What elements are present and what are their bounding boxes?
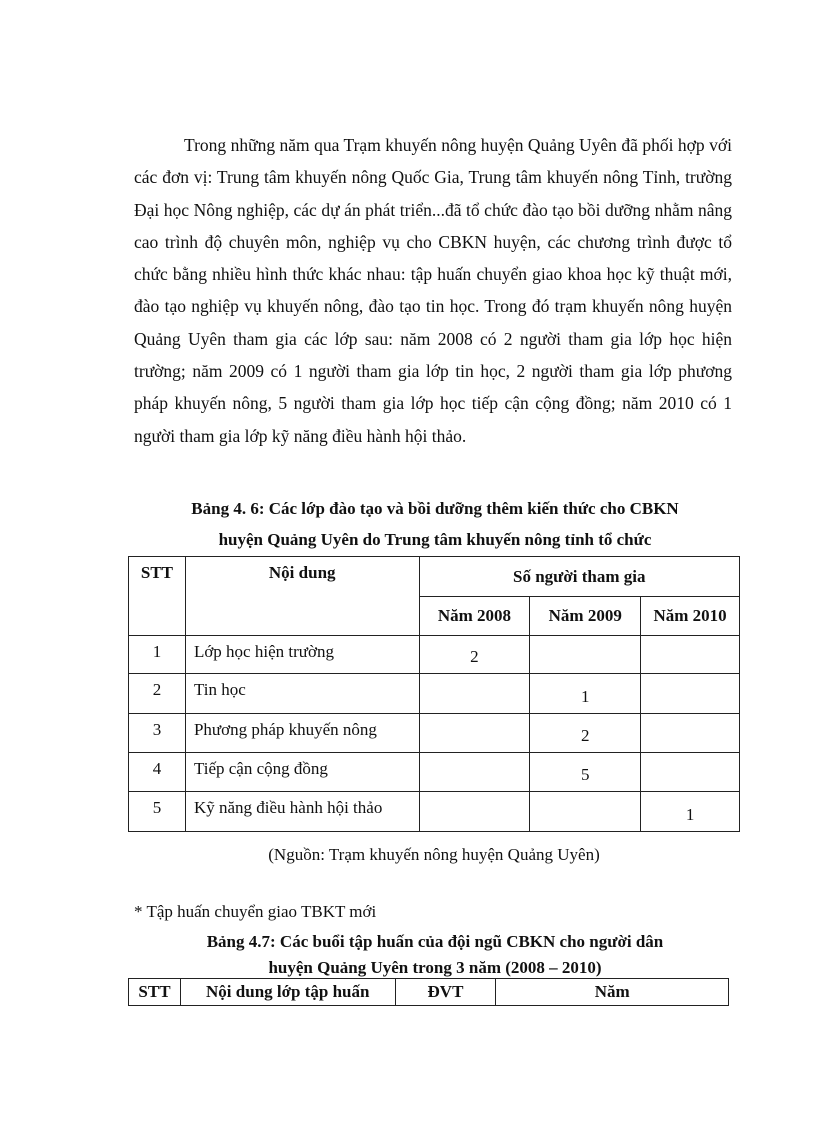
row-value-2010 [641,674,740,714]
table-row [129,674,740,714]
table-row [129,792,740,832]
header-year-2008: Năm 2008 [419,597,530,636]
table-row [129,714,740,753]
row-stt: 5 [129,792,186,832]
row-value-2008: 2 [419,636,530,674]
row-value-2009 [530,792,641,832]
row-value-2008 [419,714,530,753]
header-year: Năm [496,979,729,1006]
header-training-content: Nội dung lớp tập huấn [180,979,395,1006]
row-value-2009 [530,636,641,674]
table47-caption-line1: Bảng 4.7: Các buổi tập huấn của đội ngũ CBKN cho người dân [206,932,664,951]
row-value-2009: 1 [530,674,641,714]
row-content: Tiếp cận cộng đồng [185,753,419,792]
header-unit: ĐVT [395,979,496,1006]
row-content: Phương pháp khuyến nông [185,714,419,753]
table47-caption-line2: huyện Quảng Uyên trong 3 năm (2008 – 2010) [268,958,602,977]
row-stt: 1 [129,636,186,674]
row-content: Kỹ năng điều hành hội thảo [185,792,419,832]
row-content: Lớp học hiện trường [185,636,419,674]
section-heading: * Tập huấn chuyển giao TBKT mới [134,902,377,921]
table-row [129,636,740,674]
table46-source: (Nguồn: Trạm khuyến nông huyện Quảng Uyên) [268,845,600,864]
row-stt: 2 [129,674,186,714]
row-stt: 3 [129,714,186,753]
row-value-2010: 1 [641,792,740,832]
table-row [129,753,740,792]
row-value-2008 [419,792,530,832]
table46-caption-line1: Bảng 4. 6: Các lớp đào tạo và bồi dưỡng thêm kiến thức cho CBKN [191,499,679,518]
row-stt: 4 [129,753,186,792]
header-stt: STT [129,557,186,636]
table-4-7 [128,978,729,1006]
row-value-2009: 2 [530,714,641,753]
row-content: Tin học [185,674,419,714]
row-value-2010 [641,714,740,753]
row-value-2008 [419,674,530,714]
header-year-2009: Năm 2009 [530,597,641,636]
table46-caption-line2: huyện Quảng Uyên do Trung tâm khuyến nông tỉnh tổ chức [218,530,652,549]
table-4-6 [128,556,740,832]
header-stt: STT [129,979,181,1006]
row-value-2010 [641,753,740,792]
row-value-2008 [419,753,530,792]
row-value-2010 [641,636,740,674]
header-participants: Số người tham gia [419,557,739,597]
intro-paragraph: Trong những năm qua Trạm khuyến nông huyện Quảng Uyên đã phối hợp với các đơn vị: Trung tâm khuyến nông Quốc Gia, Trung tâm khuyến nông Tỉnh, trường Đại học Nông nghiệp, các dự án phát triển...đã tổ chức đào tạo bồi dưỡng nhằm nâng cao trình độ chuyên môn, nghiệp vụ cho CBKN huyện, các chương trình được tổ chức bằng nhiều hình thức khác nhau: tập huấn chuyển giao khoa học kỹ thuật mới, đào tạo nghiệp vụ khuyến nông, đào tạo tin học. Trong đó trạm khuyến nông huyện Quảng Uyên tham gia các lớp sau: năm 2008 có 2 người tham gia lớp học hiện trường; năm 2009 có 1 người tham gia lớp tin học, 2 người tham gia lớp phương pháp khuyến nông, 5 người tham gia lớp học tiếp cận cộng đồng; năm 2010 có 1 người tham gia lớp kỹ năng điều hành hội thảo. [134,135,732,446]
header-year-2010: Năm 2010 [641,597,740,636]
row-value-2009: 5 [530,753,641,792]
header-content: Nội dung [185,557,419,636]
